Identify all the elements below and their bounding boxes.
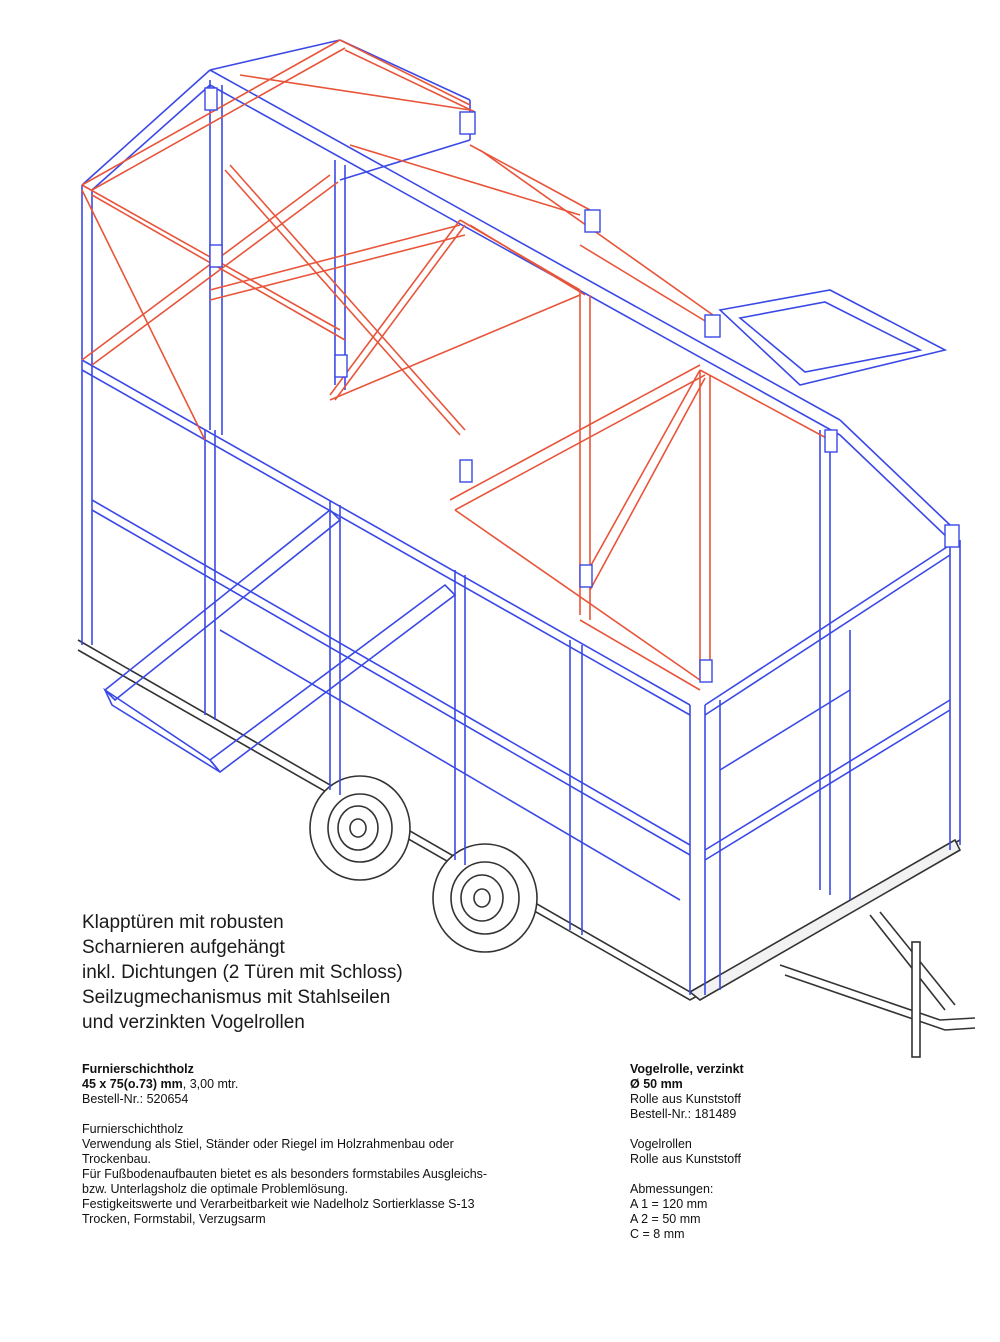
roof-trusses	[82, 40, 830, 690]
spec-size	[82, 1077, 582, 1092]
caption-line: Seilzugmechanismus mit Stahlseilen	[82, 987, 391, 1008]
spec-desc-line: Festigkeitswerte und Verarbeitbarkeit wie Nadelholz Sortierklasse S-13	[82, 1197, 475, 1211]
spec-desc-line: Verwendung als Stiel, Ständer oder Riegel im Holzrahmenbau oder	[82, 1137, 454, 1151]
spec-lvl-timber	[82, 1062, 582, 1227]
fold-door-right	[720, 290, 945, 385]
spec-pulley	[630, 1062, 830, 1242]
spec-dim: A 2 = 50 mm	[630, 1212, 701, 1226]
spec-desc-line: Trocken, Formstabil, Verzugsarm	[82, 1212, 266, 1226]
spec-order-number: Bestell-Nr.: 181489	[630, 1107, 737, 1121]
caption-line: inkl. Dichtungen (2 Türen mit Schloss)	[82, 962, 403, 983]
spec-order-number: Bestell-Nr.: 520654	[82, 1092, 189, 1106]
spec-sub-material: Rolle aus Kunststoff	[630, 1152, 741, 1166]
spec-diameter: Ø 50 mm	[630, 1077, 683, 1091]
spec-dim: C = 8 mm	[630, 1227, 685, 1241]
spec-material: Rolle aus Kunststoff	[630, 1092, 741, 1106]
spec-sub-title: Vogelrollen	[630, 1137, 692, 1151]
caption-line: und verzinkten Vogelrollen	[82, 1012, 305, 1033]
spec-desc-title: Furnierschichtholz	[82, 1122, 184, 1136]
spec-title: Vogelrolle, verzinkt	[630, 1062, 744, 1076]
spec-title: Furnierschichtholz	[82, 1062, 194, 1076]
caption-line: Klapptüren mit robusten	[82, 912, 284, 933]
spec-size-bold: 45 x 75(o.73) mm	[82, 1077, 183, 1091]
spec-desc-line: Trockenbau.	[82, 1152, 152, 1166]
spec-dims-title: Abmessungen:	[630, 1182, 714, 1196]
timber-frame	[82, 40, 960, 995]
bolt-plates	[205, 88, 959, 682]
feature-caption	[82, 910, 403, 1035]
spec-size-rest: , 3,00 mtr.	[182, 1077, 239, 1091]
caption-line: Scharnieren aufgehängt	[82, 937, 285, 958]
spec-desc-line: bzw. Unterlagsholz die optimale Problemlösung.	[82, 1182, 349, 1196]
spec-desc-line: Für Fußbodenaufbauten bietet es als besonders formstabiles Ausgleichs-	[82, 1167, 488, 1181]
spec-dim: A 1 = 120 mm	[630, 1197, 708, 1211]
